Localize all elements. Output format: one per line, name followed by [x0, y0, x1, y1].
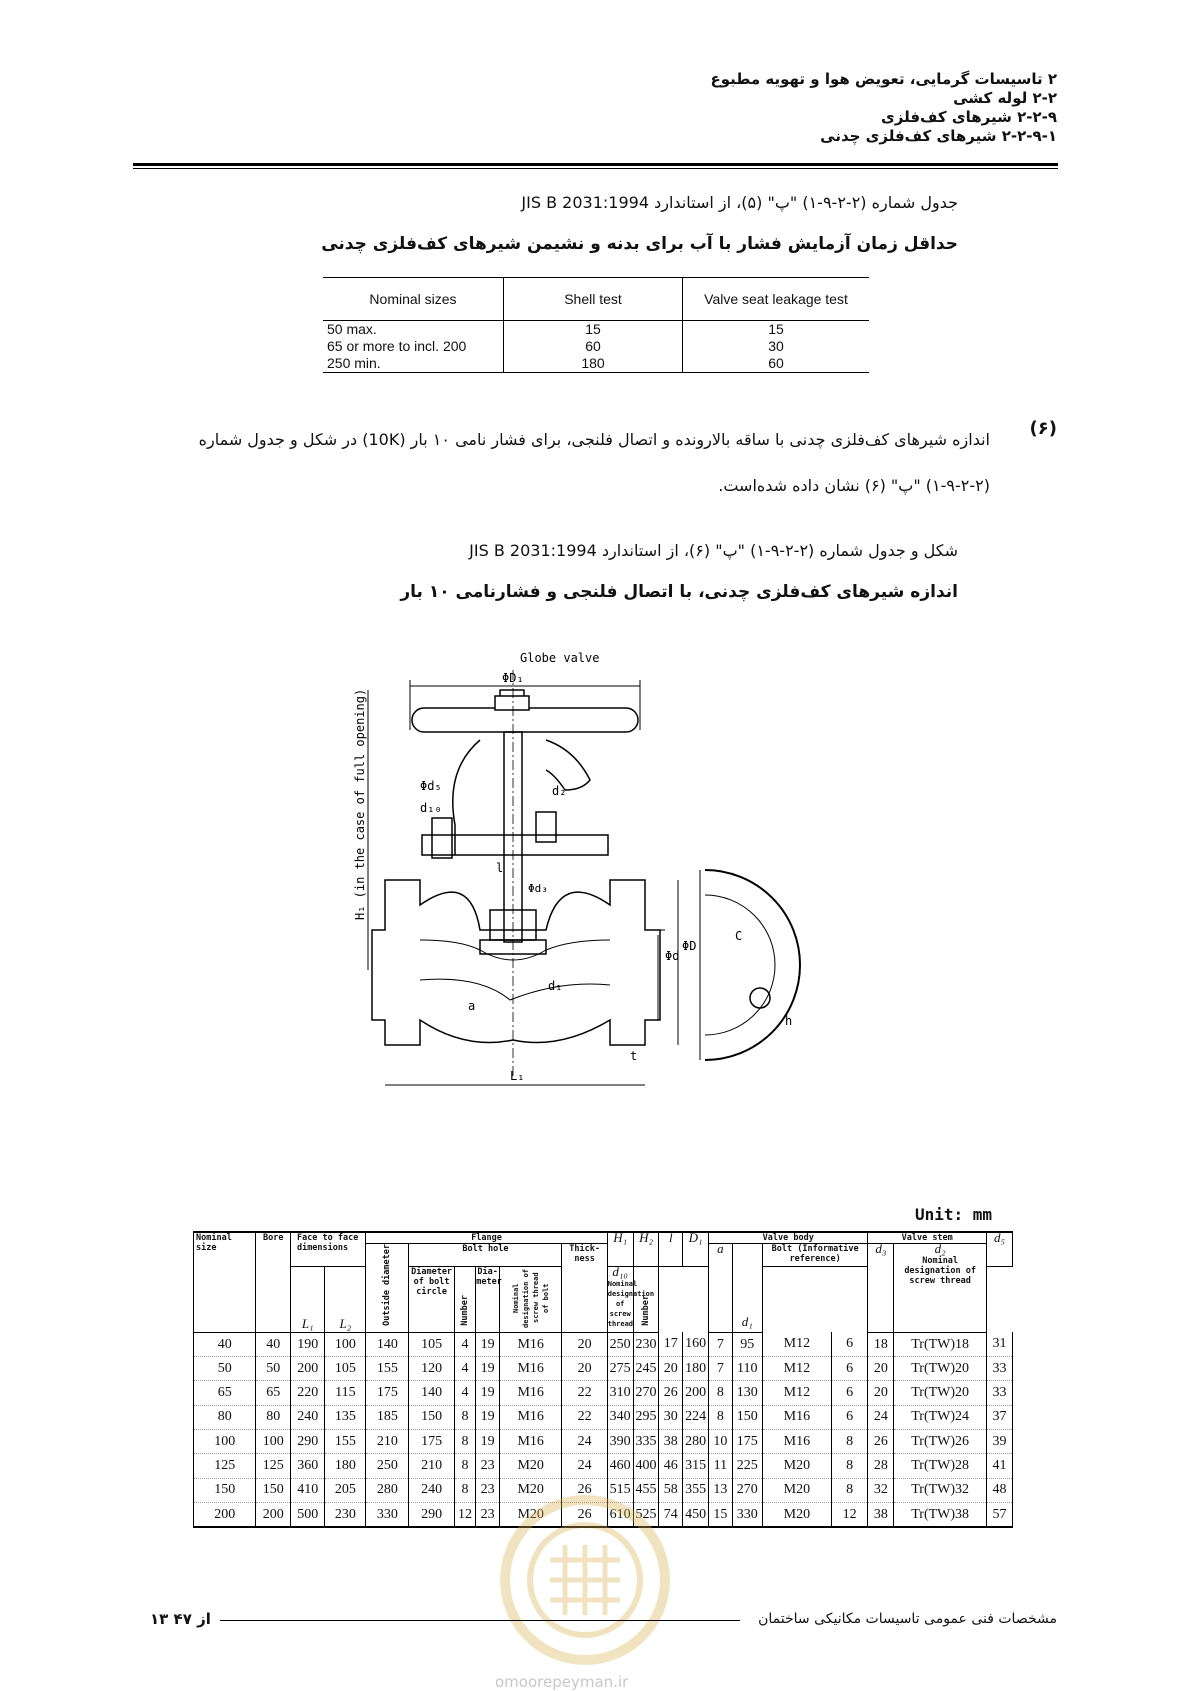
- table-cell: 160: [683, 1332, 709, 1356]
- hdr-flange: Flange: [366, 1232, 607, 1244]
- table-cell: 450: [683, 1502, 709, 1527]
- table-cell: 210: [366, 1430, 409, 1454]
- header-chapter: ۲ تاسیسات گرمایی، تعویض هوا و تهویه مطبوع: [710, 70, 1057, 88]
- table-cell: 224: [683, 1405, 709, 1429]
- table-cell: 33: [986, 1381, 1012, 1405]
- table-cell: M20: [762, 1502, 831, 1527]
- cell: 15: [768, 321, 784, 337]
- table-cell: 500: [290, 1502, 324, 1527]
- table-cell: 155: [366, 1357, 409, 1381]
- table1-title: حداقل زمان آزمایش فشار با آب برای بدنه و نشیمن شیرهای کف‌فلزی چدنی: [321, 234, 958, 254]
- table-cell: M20: [499, 1454, 561, 1478]
- header-rule: [133, 163, 1058, 166]
- table-cell: 220: [290, 1381, 324, 1405]
- table-cell: 250: [366, 1454, 409, 1478]
- watermark-seal-icon: [495, 1490, 675, 1670]
- table-cell: 41: [986, 1454, 1012, 1478]
- label-h: h: [785, 1014, 793, 1028]
- table-row: [194, 1357, 1013, 1381]
- hdr-H1: H₁: [607, 1232, 633, 1266]
- table-cell: 200: [256, 1502, 290, 1527]
- table-row: [194, 1381, 1013, 1405]
- cell: 60: [504, 338, 683, 355]
- table-cell: 240: [409, 1478, 454, 1502]
- table-cell: 8: [454, 1405, 476, 1429]
- table-cell: 4: [454, 1332, 476, 1356]
- table-cell: 6: [831, 1381, 868, 1405]
- table-cell: 26: [868, 1430, 894, 1454]
- table-cell: 4: [454, 1381, 476, 1405]
- table-cell: 330: [732, 1502, 762, 1527]
- table-cell: 15: [709, 1502, 733, 1527]
- table-row: [194, 1454, 1013, 1478]
- table-cell: 270: [633, 1381, 659, 1405]
- table-cell: 315: [683, 1454, 709, 1478]
- hdr-bore: Bore: [256, 1232, 290, 1332]
- table-cell: 110: [732, 1357, 762, 1381]
- table-row: [194, 1430, 1013, 1454]
- table-row: [194, 1332, 1013, 1356]
- label-l: l: [496, 861, 504, 875]
- table-cell: 22: [562, 1381, 607, 1405]
- page-number: ۱۳ از ۴۷: [150, 1610, 211, 1628]
- table-cell: 31: [986, 1332, 1012, 1356]
- header-section: ۲-۲ لوله کشی: [953, 89, 1057, 107]
- table-cell: 8: [831, 1430, 868, 1454]
- table-cell: 7: [709, 1357, 733, 1381]
- table-cell: 180: [683, 1357, 709, 1381]
- table-cell: 290: [409, 1502, 454, 1527]
- valve-body: [372, 880, 660, 1045]
- table-cell: 6: [831, 1405, 868, 1429]
- table-cell: 175: [732, 1430, 762, 1454]
- table-cell: Tr(TW)28: [894, 1454, 987, 1478]
- table-cell: 19: [476, 1332, 500, 1356]
- header-rule-thin: [133, 168, 1058, 169]
- table-cell: 80: [256, 1405, 290, 1429]
- drawing-title: Globe valve: [520, 651, 600, 665]
- table-cell: 390: [607, 1430, 633, 1454]
- table-cell: 150: [256, 1478, 290, 1502]
- col-header-seat: Valve seat leakage test: [683, 278, 870, 321]
- hdr-outside-diameter: Outside diameter: [366, 1244, 409, 1333]
- table-cell: M16: [499, 1405, 561, 1429]
- table-cell: Tr(TW)20: [894, 1357, 987, 1381]
- table-cell: 18: [868, 1332, 894, 1356]
- table-cell: 100: [325, 1332, 366, 1356]
- hdr-d5: d₅: [986, 1232, 1012, 1266]
- table-cell: 330: [366, 1502, 409, 1527]
- table-cell: 20: [868, 1357, 894, 1381]
- hdr-hole-diameter: Dia-meter: [476, 1266, 500, 1332]
- table-cell: M16: [499, 1381, 561, 1405]
- figure-title: اندازه شیرهای کف‌فلزی چدنی، با اتصال فلنجی و فشارنامی ۱۰ بار: [400, 582, 958, 602]
- table-cell: 295: [633, 1405, 659, 1429]
- table-cell: 48: [986, 1478, 1012, 1502]
- table-cell: M16: [762, 1405, 831, 1429]
- table-cell: 11: [709, 1454, 733, 1478]
- table-cell: M20: [762, 1478, 831, 1502]
- cell: 15: [504, 321, 683, 339]
- cell: 250 min.: [323, 355, 504, 373]
- table-cell: 340: [607, 1405, 633, 1429]
- table-cell: 105: [409, 1332, 454, 1356]
- table-cell: 410: [290, 1478, 324, 1502]
- table-cell: M20: [762, 1454, 831, 1478]
- watermark-text: omoorepeyman.ir: [495, 1673, 629, 1691]
- table-cell: 290: [290, 1430, 324, 1454]
- table-cell: 135: [325, 1405, 366, 1429]
- hdr-d1: d₁: [732, 1244, 762, 1333]
- hdr-thickness: Thick-ness: [562, 1244, 607, 1333]
- table-cell: 80: [194, 1405, 256, 1429]
- hdr-d10: d₁₀ Nominal designation of screw thread: [607, 1266, 633, 1332]
- globe-valve-drawing: [353, 640, 840, 1180]
- table-cell: Tr(TW)32: [894, 1478, 987, 1502]
- table-cell: 58: [659, 1478, 683, 1502]
- table-cell: M20: [499, 1502, 561, 1527]
- cell: 65 or more to incl. 200: [323, 338, 504, 355]
- table-cell: M16: [499, 1430, 561, 1454]
- table-cell: 65: [256, 1381, 290, 1405]
- table-cell: 20: [562, 1332, 607, 1356]
- table-cell: 32: [868, 1478, 894, 1502]
- table-cell: 200: [194, 1502, 256, 1527]
- hdr-bolt-designation: Nominal designation of screw thread of bolt: [499, 1266, 561, 1332]
- table-cell: 95: [732, 1332, 762, 1356]
- label-d1: d₁: [548, 979, 563, 993]
- table-cell: 180: [325, 1454, 366, 1478]
- table-cell: 150: [732, 1405, 762, 1429]
- table-cell: 525: [633, 1502, 659, 1527]
- table-cell: 26: [562, 1478, 607, 1502]
- table-cell: M20: [499, 1478, 561, 1502]
- cell: 30: [768, 338, 784, 354]
- table-cell: 190: [290, 1332, 324, 1356]
- table-cell: 105: [325, 1357, 366, 1381]
- table-cell: M12: [762, 1332, 831, 1356]
- table-cell: 19: [476, 1430, 500, 1454]
- table-row: [323, 338, 869, 355]
- hdr-nominal: Nominal size: [194, 1232, 256, 1332]
- col-header-shell: Shell test: [504, 278, 683, 321]
- table-row: [323, 321, 869, 339]
- header-subsection: ۲-۲-۹ شیرهای کف‌فلزی: [881, 108, 1057, 126]
- table-cell: 150: [409, 1405, 454, 1429]
- cell: 50 max.: [323, 321, 504, 339]
- bonnet-flange: [422, 835, 608, 855]
- table-cell: 230: [633, 1332, 659, 1356]
- table-cell: 225: [732, 1454, 762, 1478]
- label-L1: L₁: [510, 1069, 525, 1083]
- table-cell: Tr(TW)24: [894, 1405, 987, 1429]
- table-cell: 8: [454, 1430, 476, 1454]
- table-cell: 200: [683, 1381, 709, 1405]
- table-cell: 20: [659, 1357, 683, 1381]
- table-cell: 37: [986, 1405, 1012, 1429]
- hdr-face-to-face: Face to face dimensions: [290, 1232, 365, 1266]
- label-a: a: [468, 999, 476, 1013]
- table-cell: 65: [194, 1381, 256, 1405]
- label-outer: ΦD: [682, 939, 697, 953]
- label-bore: Φd: [665, 949, 680, 963]
- label-d2: d₂: [552, 784, 567, 798]
- table-cell: 40: [256, 1332, 290, 1356]
- table-cell: 460: [607, 1454, 633, 1478]
- hdr-d2: d₂ Nominal designation of screw thread: [894, 1244, 987, 1333]
- cell: 60: [683, 355, 870, 373]
- table-cell: 115: [325, 1381, 366, 1405]
- hdr-bolt-hole: Bolt hole: [409, 1244, 562, 1267]
- table-cell: 26: [562, 1502, 607, 1527]
- table-cell: 50: [194, 1357, 256, 1381]
- table-row: [323, 355, 869, 373]
- table-cell: 8: [831, 1454, 868, 1478]
- table-cell: 30: [659, 1405, 683, 1429]
- table-cell: 57: [986, 1502, 1012, 1527]
- table-cell: 8: [454, 1454, 476, 1478]
- table-row: [194, 1405, 1013, 1429]
- footer-document-title: مشخصات فنی عمومی تاسیسات مکانیکی ساختمان: [758, 1611, 1057, 1627]
- table-cell: 50: [256, 1357, 290, 1381]
- table-cell: Tr(TW)20: [894, 1381, 987, 1405]
- table-cell: 125: [256, 1454, 290, 1478]
- hdr-L2: L₂: [325, 1266, 366, 1332]
- footer-rule: [220, 1620, 740, 1621]
- label-H1: H₁ (in the case of full opening): [353, 688, 367, 920]
- table-cell: 28: [868, 1454, 894, 1478]
- table-cell: 6: [831, 1357, 868, 1381]
- unit-label: Unit: mm: [915, 1205, 993, 1224]
- table-cell: 455: [633, 1478, 659, 1502]
- item-number: (۶): [1029, 418, 1057, 439]
- table-cell: 19: [476, 1405, 500, 1429]
- table-cell: 20: [868, 1381, 894, 1405]
- cell: 180: [504, 355, 683, 373]
- table-cell: 39: [986, 1430, 1012, 1454]
- table-cell: 125: [194, 1454, 256, 1478]
- table-cell: 140: [366, 1332, 409, 1356]
- table-cell: 22: [562, 1405, 607, 1429]
- handwheel: [412, 708, 638, 732]
- table-cell: 130: [732, 1381, 762, 1405]
- label-d5: Φd₅: [420, 779, 442, 793]
- figure-caption: شکل و جدول شماره (۲-۲-۹-۱) "پ" (۶)، از استاندارد JIS B 2031:1994: [469, 541, 958, 560]
- hdr-H2: H₂: [633, 1232, 659, 1266]
- table-cell: 12: [831, 1502, 868, 1527]
- table-cell: M16: [499, 1332, 561, 1356]
- hdr-bolt-number: Number: [633, 1266, 659, 1332]
- table-cell: 335: [633, 1430, 659, 1454]
- hdr-valve-stem: Valve stem: [868, 1232, 987, 1244]
- table-cell: 4: [454, 1357, 476, 1381]
- table-cell: 17: [659, 1332, 683, 1356]
- table-cell: 205: [325, 1478, 366, 1502]
- page-header: [457, 70, 1057, 146]
- label-d3: Φd₃: [528, 882, 548, 895]
- table-cell: 355: [683, 1478, 709, 1502]
- table-cell: Tr(TW)38: [894, 1502, 987, 1527]
- table-cell: 175: [366, 1381, 409, 1405]
- hdr-L1: L₁: [290, 1266, 324, 1332]
- table-cell: 24: [562, 1430, 607, 1454]
- col-header-nominal: Nominal sizes: [323, 278, 504, 321]
- table-cell: 46: [659, 1454, 683, 1478]
- table-cell: 26: [659, 1381, 683, 1405]
- table-cell: 360: [290, 1454, 324, 1478]
- hdr-a: a: [709, 1244, 733, 1333]
- table-cell: 13: [709, 1478, 733, 1502]
- table-cell: 8: [831, 1478, 868, 1502]
- table-cell: 38: [659, 1430, 683, 1454]
- flange-end-view: [705, 870, 800, 1060]
- table-cell: 24: [562, 1454, 607, 1478]
- table-cell: 155: [325, 1430, 366, 1454]
- table-cell: 8: [709, 1381, 733, 1405]
- table-cell: 23: [476, 1478, 500, 1502]
- table-cell: 185: [366, 1405, 409, 1429]
- table-cell: 270: [732, 1478, 762, 1502]
- table-cell: 24: [868, 1405, 894, 1429]
- table-cell: 200: [290, 1357, 324, 1381]
- table-cell: 10: [709, 1430, 733, 1454]
- table-cell: Tr(TW)18: [894, 1332, 987, 1356]
- table-cell: 40: [194, 1332, 256, 1356]
- hdr-valve-body: Valve body: [709, 1232, 868, 1244]
- table-cell: M12: [762, 1381, 831, 1405]
- table-cell: 275: [607, 1357, 633, 1381]
- table-cell: 100: [256, 1430, 290, 1454]
- table-cell: 8: [709, 1405, 733, 1429]
- header-subsubsection: ۲-۲-۹-۱ شیرهای کف‌فلزی چدنی: [820, 127, 1057, 145]
- table-cell: 400: [633, 1454, 659, 1478]
- table-cell: Tr(TW)26: [894, 1430, 987, 1454]
- table-cell: 140: [409, 1381, 454, 1405]
- table-cell: 23: [476, 1502, 500, 1527]
- table-cell: 210: [409, 1454, 454, 1478]
- pressure-test-table: [323, 277, 869, 373]
- table-cell: 250: [607, 1332, 633, 1356]
- label-t: t: [630, 1049, 638, 1063]
- valve-dimensions-table: [193, 1231, 1013, 1528]
- table-cell: 610: [607, 1502, 633, 1527]
- table-cell: 515: [607, 1478, 633, 1502]
- table1-caption: جدول شماره (۲-۲-۹-۱) "پ" (۵)، از استاندارد JIS B 2031:1994: [521, 193, 958, 212]
- hdr-bolt-informative: Bolt (Informative reference): [762, 1244, 868, 1267]
- hdr-d3: d₃: [868, 1244, 894, 1333]
- table-cell: 280: [683, 1430, 709, 1454]
- table-cell: M12: [762, 1357, 831, 1381]
- table-cell: 20: [562, 1357, 607, 1381]
- hdr-l: l: [659, 1232, 683, 1266]
- table-cell: 7: [709, 1332, 733, 1356]
- hdr-D1: D₁: [683, 1232, 709, 1266]
- table-cell: 33: [986, 1357, 1012, 1381]
- table-cell: M16: [762, 1430, 831, 1454]
- item-paragraph: اندازه شیرهای کف‌فلزی چدنی با ساقه بالارونده و اتصال فلنجی، برای فشار نامی ۱۰ بار (10K) در شکل و جدول شماره (۲-۲-۹-۱) "پ" (۶) نشان داده شده‌است.: [198, 430, 990, 495]
- table-cell: 8: [454, 1478, 476, 1502]
- table-cell: 150: [194, 1478, 256, 1502]
- label-C: C: [735, 929, 743, 943]
- label-d10: d₁₀: [420, 801, 442, 815]
- table-cell: 19: [476, 1381, 500, 1405]
- table-cell: 100: [194, 1430, 256, 1454]
- table-cell: 175: [409, 1430, 454, 1454]
- table-cell: 6: [831, 1332, 868, 1356]
- table-cell: 120: [409, 1357, 454, 1381]
- table-cell: 19: [476, 1357, 500, 1381]
- table-cell: 38: [868, 1502, 894, 1527]
- table-cell: 240: [290, 1405, 324, 1429]
- table-cell: 23: [476, 1454, 500, 1478]
- table-cell: 310: [607, 1381, 633, 1405]
- label-D1: ΦD₁: [502, 671, 524, 685]
- table-cell: 245: [633, 1357, 659, 1381]
- table-cell: 280: [366, 1478, 409, 1502]
- hdr-number: Number: [454, 1266, 476, 1332]
- table-cell: 230: [325, 1502, 366, 1527]
- table-cell: 74: [659, 1502, 683, 1527]
- hdr-bolt-circle: Diameter of bolt circle: [409, 1266, 454, 1332]
- table-cell: 12: [454, 1502, 476, 1527]
- table-cell: M16: [499, 1357, 561, 1381]
